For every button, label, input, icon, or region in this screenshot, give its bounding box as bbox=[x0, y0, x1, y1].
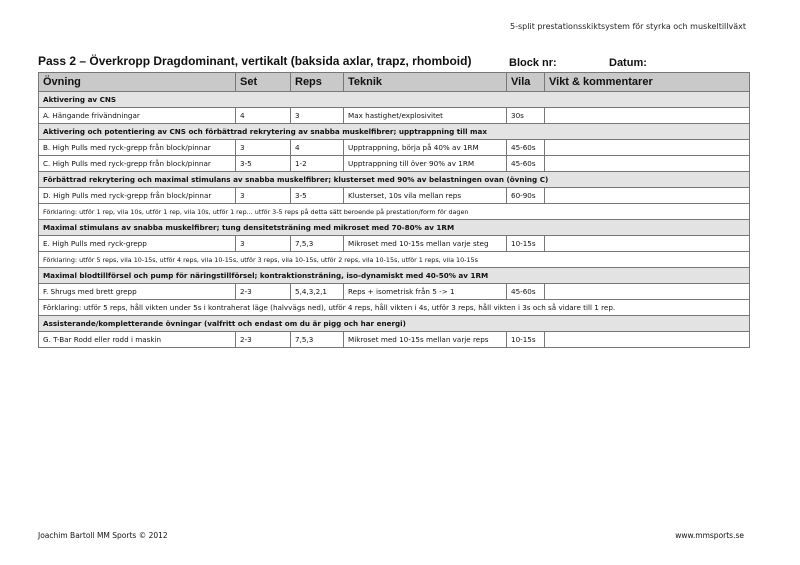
table-row bbox=[39, 140, 750, 156]
technique-cell: Klusterset, 10s vila mellan reps bbox=[344, 188, 507, 204]
exercise-cell: F. Shrugs med brett grepp bbox=[39, 284, 236, 300]
weight-comment-cell[interactable] bbox=[545, 284, 750, 300]
rest-cell: 10-15s bbox=[507, 332, 545, 348]
explanation-note: Förklaring: utför 1 rep, vila 10s, utför 1 rep, vila 10s, utför 1 rep... utför 3-5 reps på detta sätt beroende på prestation/form för dagen bbox=[39, 204, 750, 220]
column-header-rest: Vila bbox=[507, 73, 545, 92]
footer-website-link[interactable]: www.mmsports.se bbox=[675, 531, 744, 540]
rest-cell: 45-60s bbox=[507, 140, 545, 156]
section-title: Förbättrad rekrytering och maximal stimulans av snabba muskelfibrer; klusterset med 90% av belastningen ovan (övning C) bbox=[39, 172, 750, 188]
sets-cell: 4 bbox=[236, 108, 291, 124]
section-row bbox=[39, 172, 750, 188]
weight-comment-cell[interactable] bbox=[545, 236, 750, 252]
exercise-cell: A. Hängande frivändningar bbox=[39, 108, 236, 124]
technique-cell: Mikroset med 10-15s mellan varje reps bbox=[344, 332, 507, 348]
technique-cell: Reps + isometrisk från 5 -> 1 bbox=[344, 284, 507, 300]
title-row bbox=[38, 54, 750, 70]
sets-cell: 2-3 bbox=[236, 332, 291, 348]
system-title: 5-split prestationsskiktsystem för styrka och muskeltillväxt bbox=[510, 22, 746, 31]
section-title: Assisterande/kompletterande övningar (valfritt och endast om du är pigg och har energi) bbox=[39, 316, 750, 332]
rest-cell: 10-15s bbox=[507, 236, 545, 252]
reps-cell: 3 bbox=[291, 108, 344, 124]
sets-cell: 3-5 bbox=[236, 156, 291, 172]
weight-comment-cell[interactable] bbox=[545, 156, 750, 172]
block-number-label: Block nr: bbox=[509, 57, 557, 69]
reps-cell: 7,5,3 bbox=[291, 236, 344, 252]
note-row bbox=[39, 204, 750, 220]
rest-cell: 30s bbox=[507, 108, 545, 124]
technique-cell: Upptrappning, börja på 40% av 1RM bbox=[344, 140, 507, 156]
reps-cell: 4 bbox=[291, 140, 344, 156]
rest-cell: 45-60s bbox=[507, 156, 545, 172]
weight-comment-cell[interactable] bbox=[545, 108, 750, 124]
note-row bbox=[39, 252, 750, 268]
weight-comment-cell[interactable] bbox=[545, 140, 750, 156]
section-title: Aktivering av CNS bbox=[39, 92, 750, 108]
section-row bbox=[39, 316, 750, 332]
rest-cell: 45-60s bbox=[507, 284, 545, 300]
sets-cell: 3 bbox=[236, 236, 291, 252]
reps-cell: 7,5,3 bbox=[291, 332, 344, 348]
section-row bbox=[39, 268, 750, 284]
section-row bbox=[39, 220, 750, 236]
date-label: Datum: bbox=[609, 57, 647, 69]
sets-cell: 3 bbox=[236, 188, 291, 204]
training-program-table bbox=[38, 72, 750, 348]
technique-cell: Max hastighet/explosivitet bbox=[344, 108, 507, 124]
exercise-cell: B. High Pulls med ryck-grepp från block/pinnar bbox=[39, 140, 236, 156]
reps-cell: 1-2 bbox=[291, 156, 344, 172]
exercise-cell: D. High Pulls med ryck-grepp från block/pinnar bbox=[39, 188, 236, 204]
section-title: Maximal blodtillförsel och pump för näringstillförsel; kontraktionsträning, iso-dynamiskt med 40-50% av 1RM bbox=[39, 268, 750, 284]
column-header-technique: Teknik bbox=[344, 73, 507, 92]
section-row bbox=[39, 92, 750, 108]
section-title: Maximal stimulans av snabba muskelfibrer; tung densitetsträning med mikroset med 70-80% av 1RM bbox=[39, 220, 750, 236]
explanation-note: Förklaring: utför 5 reps, håll vikten under 5s i kontraherat läge (halvvägs ned), utför 4 reps, håll vikten i 4s, utför 3 reps, håll vikten i 3s och så vidare till 1 rep. bbox=[39, 300, 750, 316]
sets-cell: 3 bbox=[236, 140, 291, 156]
exercise-cell: C. High Pulls med ryck-grepp från block/pinnar bbox=[39, 156, 236, 172]
column-header-sets: Set bbox=[236, 73, 291, 92]
technique-cell: Upptrappning till över 90% av 1RM bbox=[344, 156, 507, 172]
reps-cell: 3-5 bbox=[291, 188, 344, 204]
table-row bbox=[39, 284, 750, 300]
column-header-reps: Reps bbox=[291, 73, 344, 92]
note-row bbox=[39, 300, 750, 316]
page-title: Pass 2 – Överkropp Dragdominant, vertikalt (baksida axlar, trapz, rhomboid) bbox=[38, 54, 472, 68]
technique-cell: Mikroset med 10-15s mellan varje steg bbox=[344, 236, 507, 252]
table-row bbox=[39, 108, 750, 124]
exercise-cell: G. T-Bar Rodd eller rodd i maskin bbox=[39, 332, 236, 348]
weight-comment-cell[interactable] bbox=[545, 332, 750, 348]
reps-cell: 5,4,3,2,1 bbox=[291, 284, 344, 300]
table-row bbox=[39, 156, 750, 172]
column-header-weight-comments: Vikt & kommentarer bbox=[545, 73, 750, 92]
rest-cell: 60-90s bbox=[507, 188, 545, 204]
sets-cell: 2-3 bbox=[236, 284, 291, 300]
table-header-row bbox=[39, 73, 750, 92]
weight-comment-cell[interactable] bbox=[545, 188, 750, 204]
table-row bbox=[39, 188, 750, 204]
section-row bbox=[39, 124, 750, 140]
footer-copyright: Joachim Bartoll MM Sports © 2012 bbox=[38, 531, 168, 540]
column-header-exercise: Övning bbox=[39, 73, 236, 92]
explanation-note: Förklaring: utför 5 reps, vila 10-15s, utför 4 reps, vila 10-15s, utför 3 reps, vila 10-15s, utför 2 reps, vila 10-15s, utför 1 reps, vila 10-15s bbox=[39, 252, 750, 268]
table-row bbox=[39, 236, 750, 252]
exercise-cell: E. High Pulls med ryck-grepp bbox=[39, 236, 236, 252]
section-title: Aktivering och potentiering av CNS och förbättrad rekrytering av snabba muskelfibrer; upptrappning till max bbox=[39, 124, 750, 140]
table-row bbox=[39, 332, 750, 348]
